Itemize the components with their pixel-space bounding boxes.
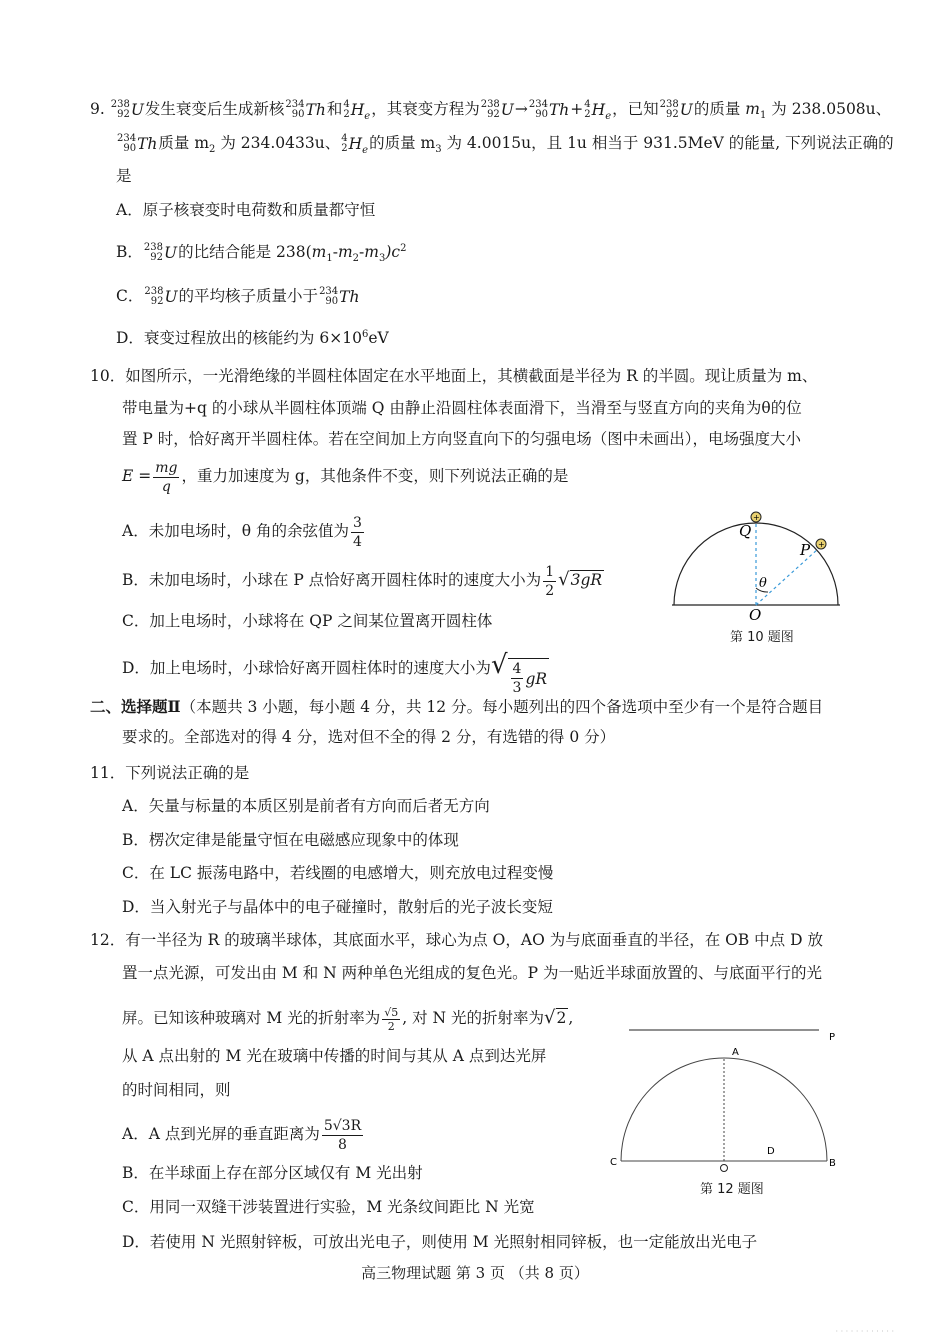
section2-line2: 要求的。全部选对的得 4 分，选对但不全的得 2 分，有选错的得 0 分） [122,728,616,746]
q12-option-b: B．在半球面上存在部分区域仅有 M 光出射 [122,1164,423,1182]
section2-line1: 二、选择题Ⅱ（本题共 3 小题，每小题 4 分，共 12 分。每小题列出的四个备选项中至少有一个是符合题目 [90,697,824,716]
svg-text:+: + [753,513,760,522]
label-a: A [732,1047,739,1058]
q12-line4: 从 A 点出射的 M 光在玻璃中传播的时间与其从 A 点到达光屏 [122,1047,547,1065]
q12-line1: 12．有一半径为 R 的玻璃半球体，其底面水平，球心为点 O，AO 为与底面垂直的半径，在 OB 中点 D 放 [90,931,823,949]
q10-line3: 置 P 时，恰好离开半圆柱体。若在空间加上方向竖直向下的匀强电场（图中未画出），电场强度大小 [122,430,802,448]
q9-option-a: A．原子核衰变时电荷数和质量都守恒 [116,201,376,219]
svg-text:+: + [818,540,825,549]
page-footer: 高三物理试题 第 3 页 （共 8 页） [361,1264,589,1282]
watermark: · · · · · · · · · · · · [835,1327,894,1336]
label-p: P [829,1032,836,1043]
label-p: P [800,541,811,559]
label-b: B [829,1158,836,1169]
q12-option-d: D．若使用 N 光照射锌板，可放出光电子，则使用 M 光照射相同锌板，也一定能放出光电子 [122,1233,758,1251]
q11-option-d: D．当入射光子与晶体中的电子碰撞时，散射后的光子波长变短 [122,898,553,916]
q9-line3: 是 [116,167,132,185]
q9-option-b: B． 238 92 U 的比结合能是 $238(m_1-m_2-m_3)c^2$ [116,242,407,265]
q12-option-c: C．用同一双缝干涉装置进行实验，M 光条纹间距比 N 光宽 [122,1198,535,1216]
label-q: Q [739,522,752,540]
label-c: C [610,1157,617,1168]
q11-stem: 11．下列说法正确的是 [90,764,250,782]
q11-option-c: C．在 LC 振荡电路中，若线圈的电感增大，则充放电过程变慢 [122,864,554,882]
q11-option-a: A．矢量与标量的本质区别是前者有方向而后者无方向 [122,797,490,815]
q11-option-b: B．楞次定律是能量守恒在电磁感应现象中的体现 [122,831,459,849]
q10-option-c: C．加上电场时，小球将在 QP 之间某位置离开圆柱体 [122,612,493,630]
q10-line2: 带电量为+q 的小球从半圆柱体顶端 Q 由静止沿圆柱体表面滑下，当滑至与竖直方向的夹角为θ的位 [122,399,802,417]
q9-line1: 9. 238 92 U 发生衰变后生成新核 234 90 Th 和 4 2 $H_e$ ，其衰变方程为 238 92 U → 234 90 Th + 4 2 $H_e$ ，已知 238 92 U 的质量 $m_1$ 为 238.0508u、 [90,99,892,123]
u238-symbol: 238 92 U [110,99,144,120]
q9-option-d: D．衰变过程放出的核能约为 $6\times 10^6eV$ [116,328,389,347]
figure-10-caption: 第 10 题图 [730,630,794,645]
q10-line4: E = $\frac{mg}{q}$ ，重力加速度为 g，其他条件不变，则下列说法正确的是 [122,459,569,495]
label-o: O [749,606,762,624]
q12-line3: 屏。已知该种玻璃对 M 光的折射率为 $\frac{√5}{2}$ , 对 N 光的折射率为√2 , [122,1005,574,1033]
q10-option-d: D．加上电场时，小球恰好离开圆柱体时的速度大小为√ $\frac{4}{3}$ gR [122,645,549,699]
q10-option-a: A．未加电场时，θ 角的余弦值为 $\frac{3}{4}$ [122,514,362,550]
q12-option-a: A．A 点到光屏的垂直距离为 $\frac{5√3R}{8}$ [122,1117,362,1153]
point-o [721,1165,728,1172]
q12-line5: 的时间相同，则 [122,1081,231,1099]
q10-line1: 10．如图所示，一光滑绝缘的半圆柱体固定在水平地面上，其横截面是半径为 R 的半圆。现让质量为 m、 [90,367,818,385]
label-d: D [767,1146,775,1157]
q9-line2: 234 90 Th 质量 $m_2$ 为 234.0433u、 4 2 $H_e$ 的质量 $m_3$ 为 4.0015u，且 1u 相当于 931.5MeV 的能量, 下列说法正确的 [117,133,894,157]
figure-12-caption: 第 12 题图 [700,1182,764,1197]
q9-option-c: C． 238 92 U 的平均核子质量小于 234 90 Th [116,286,360,307]
figure-12-diagram [605,1025,855,1175]
label-theta: θ [759,576,767,591]
q12-line2: 置一点光源，可发出由 M 和 N 两种单色光组成的复色光。P 为一贴近半球面放置的、与底面平行的光 [122,964,823,982]
q10-option-b: B．未加电场时，小球在 P 点恰好离开圆柱体时的速度大小为 $\frac{1}{2}$ √3gR [122,563,603,599]
